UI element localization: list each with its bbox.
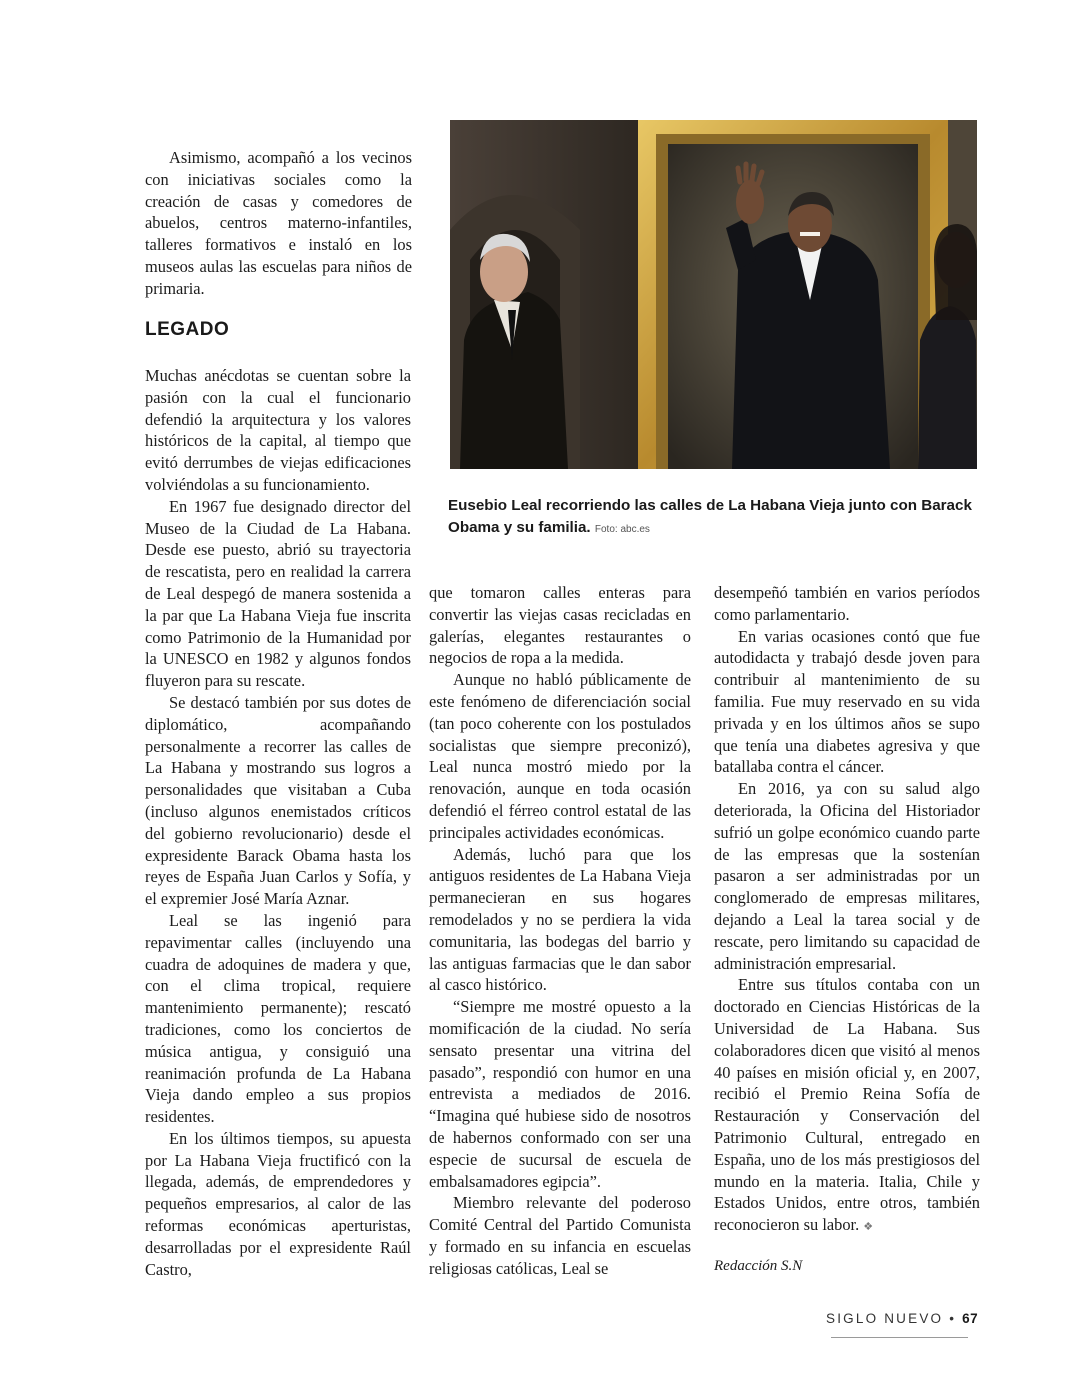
- paragraph: En varias ocasiones contó que fue autodidacta y trabajó desde joven para contribuir al mantenimiento de su familia. Fue muy reservado en su vida privada y en los últimos años se supo que tenía una diabetes agresiva y que batallaba contra el cáncer.: [714, 626, 980, 777]
- paragraph-text: Entre sus títulos contaba con un doctorado en Ciencias Históricas de la Universidad de La Habana. Sus colaboradores dicen que visitó al menos 40 países en misión oficial y, en 2007, recibió el Premio Reina Sofía de Restauración y Conservación del Patrimonio Cultural, entregado en España, uno de los más prestigiosos del mundo en la materia. Italia, Chile y Estados Unidos, entre otros, también reconocieron su labor.: [714, 975, 980, 1235]
- photo-caption: [448, 495, 983, 541]
- footer-separator: •: [949, 1311, 957, 1326]
- paragraph: [714, 974, 980, 1239]
- paragraph: Miembro relevante del poderoso Comité Central del Partido Comunista y formado en su infancia en escuelas religiosas católicas, Leal se: [429, 1193, 691, 1278]
- caption-text: Eusebio Leal recorriendo las calles de La Habana Vieja junto con Barack Obama y su familia.: [448, 497, 972, 536]
- paragraph: Se destacó también por sus dotes de diplomático, acompañando personalmente a recorrer las calles de La Habana y mostrando sus logros a personalidades que visitaban a Cuba (incluso algunos enemistados críticos del gobierno revolucionario) desde el expresidente Barack Obama hasta los reyes de España Juan Carlos y Sofía, y el expremier José María Aznar.: [145, 692, 411, 909]
- end-mark-icon: ❖: [863, 1221, 874, 1234]
- footer-rule: [831, 1337, 968, 1338]
- paragraph: En los últimos tiempos, su apuesta por La Habana Vieja fructificó con la llegada, además, de emprendedores y pequeños empresarios, al calor de las reformas económicas aperturistas, desarrolladas por el expresidente Raúl Castro,: [145, 1128, 411, 1279]
- paragraph: desempeñó también en varios períodos como parlamentario.: [714, 583, 980, 624]
- page-number: 67: [962, 1311, 979, 1326]
- paragraph: En 2016, ya con su salud algo deteriorada, la Oficina del Historiador sufrió un golpe económico cuando parte de las empresas que la sostenían pasaron a ser administradas por un conglomerado de empresas militares, dejando a Leal la tarea social y de rescate, pero limitando su capacidad de administración empresarial.: [714, 779, 980, 973]
- magazine-name: SIGLO NUEVO: [826, 1311, 944, 1326]
- article-column-3: [714, 582, 980, 1239]
- paragraph: “Siempre me mostré opuesto a la momificación de la ciudad. No sería sensato presentar una vitrina del pasado”, respondió con humor en una entrevista a mediados de 2016. “Imagina qué hubiese sido de nosotros de habernos conformado con ser una especie de sucursal de escuela de embalsamadores egipcia”.: [429, 997, 691, 1191]
- page-footer: [826, 1311, 979, 1326]
- photo-credit: Foto: abc.es: [594, 524, 650, 535]
- paragraph: En 1967 fue designado director del Museo de la Ciudad de La Habana. Desde ese puesto, abrió su trayectoria de rescatista, pero en realidad la carrera de Leal despegó de manera sostenida a la par que La Habana Vieja fue inscrita como Patrimonio de la Humanidad por la UNESCO en 1982 y algunos fondos fluyeron para su rescate.: [145, 496, 411, 691]
- paragraph: Además, luchó para que los antiguos residentes de La Habana Vieja permanecieran en sus hogares remodelados y no se perdiera la vida comunitaria, las bodegas del barrio y las antiguas farmacias que le dan sabor al casco histórico.: [429, 844, 691, 995]
- byline: Redacción S.N: [714, 1258, 803, 1274]
- article-column-2: [429, 582, 691, 1280]
- paragraph: Muchas anécdotas se cuentan sobre la pasión con la cual el funcionario defendió la arquitectura y los valores históricos de la capital, al tiempo que evitó derrumbes de viejas edificaciones volviéndolas a su funcionamiento.: [145, 366, 411, 494]
- paragraph: que tomaron calles enteras para convertir las viejas casas recicladas en galerías, elegantes restaurantes o negocios de ropa a la medida.: [429, 583, 691, 668]
- article-photo: [450, 120, 977, 469]
- article-column-1: [145, 365, 411, 1280]
- paragraph: Leal se las ingenió para repavimentar calles (incluyendo una cuadra de adoquines de madera y que, con el clima tropical, requiere mantenimiento permanente); rescató tradiciones, como los conciertos de música antigua, y consiguió una reanimación profunda de La Habana Vieja dando empleo a sus propios residentes.: [145, 910, 411, 1127]
- paragraph: Aunque no habló públicamente de este fenómeno de diferenciación social (tan poco coherente con los postulados socialistas que siempre preconizó), Leal nunca mostró miedo por la renovación, aunque en toda ocasión defendió el férreo control estatal de las principales actividades económicas.: [429, 670, 691, 842]
- photo-illustration: [450, 120, 977, 469]
- intro-column: [145, 147, 412, 300]
- intro-paragraph: Asimismo, acompañó a los vecinos con iniciativas sociales como la creación de casas y comedores de abuelos, centros materno-infantiles, talleres formativos e instaló en los museos aulas las escuelas para niños de primaria.: [145, 148, 412, 298]
- section-heading: LEGADO: [145, 319, 230, 340]
